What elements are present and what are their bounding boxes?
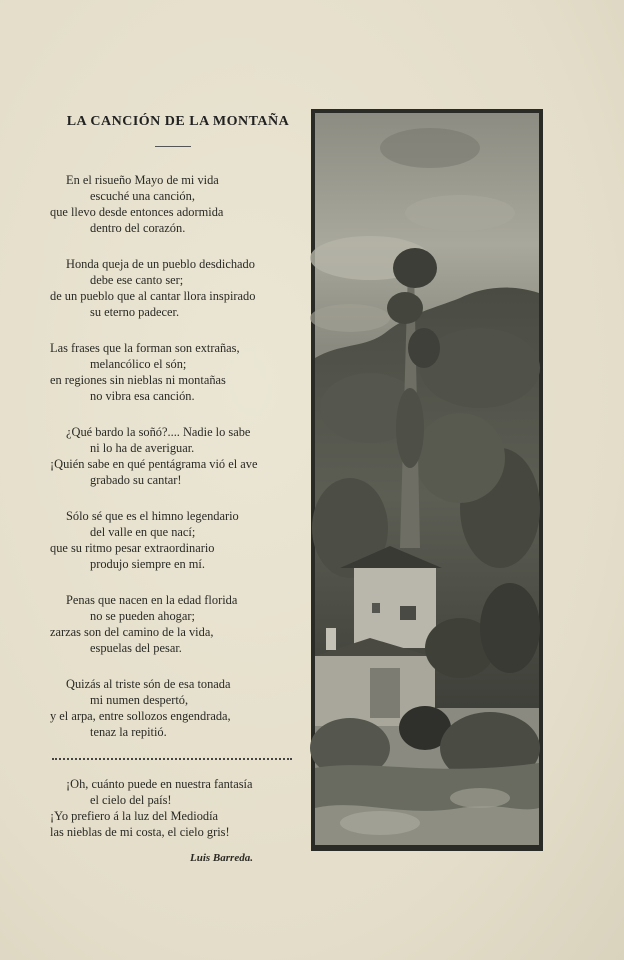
poem-line: de un pueblo que al cantar llora inspirado	[50, 289, 256, 303]
author-signature: Luis Barreda.	[190, 852, 253, 864]
poem-line: espuelas del pesar.	[90, 641, 182, 655]
poem-line: debe ese canto ser;	[90, 273, 184, 287]
poem-body	[0, 0, 310, 960]
poem-line: produjo siempre en mí.	[90, 557, 205, 571]
poem-line: mi numen despertó,	[90, 693, 189, 707]
poem-line: el cielo del país!	[90, 793, 172, 807]
poem-line: en regiones sin nieblas ni montañas	[50, 373, 226, 387]
poem-line: escuché una canción,	[90, 189, 195, 203]
poem-line: ¡Quién sabe en qué pentágrama vió el ave	[50, 457, 258, 471]
poem-line: no vibra esa canción.	[90, 389, 195, 403]
poem-line: melancólico el són;	[90, 357, 187, 371]
poem-line: y el arpa, entre sollozos engendrada,	[50, 709, 231, 723]
dotted-separator	[52, 758, 292, 760]
poem-line: Sólo sé que es el himno legendario	[66, 509, 239, 523]
poem-line: las nieblas de mi costa, el cielo gris!	[50, 825, 230, 839]
poem-line: zarzas son del camino de la vida,	[50, 625, 214, 639]
poem-line: ni lo ha de averiguar.	[90, 441, 195, 455]
poem-line: Penas que nacen en la edad florida	[66, 593, 238, 607]
poem-line: que llevo desde entonces adormida	[50, 205, 224, 219]
poem-title: LA CANCIÓN DE LA MONTAÑA	[66, 114, 290, 129]
landscape-illustration	[310, 108, 544, 852]
poem-line: ¡Oh, cuánto puede en nuestra fantasía	[66, 777, 253, 791]
poem-line: grabado su cantar!	[90, 473, 182, 487]
poem-line: tenaz la repitió.	[90, 725, 167, 739]
poem-line: En el risueño Mayo de mi vida	[66, 173, 219, 187]
poem-line: ¡Yo prefiero á la luz del Mediodía	[50, 809, 219, 823]
poem-line: no se pueden ahogar;	[90, 609, 195, 623]
poem-line: Quizás al triste són de esa tonada	[66, 677, 231, 691]
poem-line: Honda queja de un pueblo desdichado	[66, 257, 255, 271]
poem-line: ¿Qué bardo la soñó?.... Nadie lo sabe	[66, 425, 251, 439]
poem-line: Las frases que la forman son extrañas,	[50, 341, 240, 355]
poem-line: que su ritmo pesar extraordinario	[50, 541, 215, 555]
poem-line: del valle en que nací;	[90, 525, 196, 539]
poem-line: dentro del corazón.	[90, 221, 186, 235]
poem-line: su eterno padecer.	[90, 305, 180, 319]
